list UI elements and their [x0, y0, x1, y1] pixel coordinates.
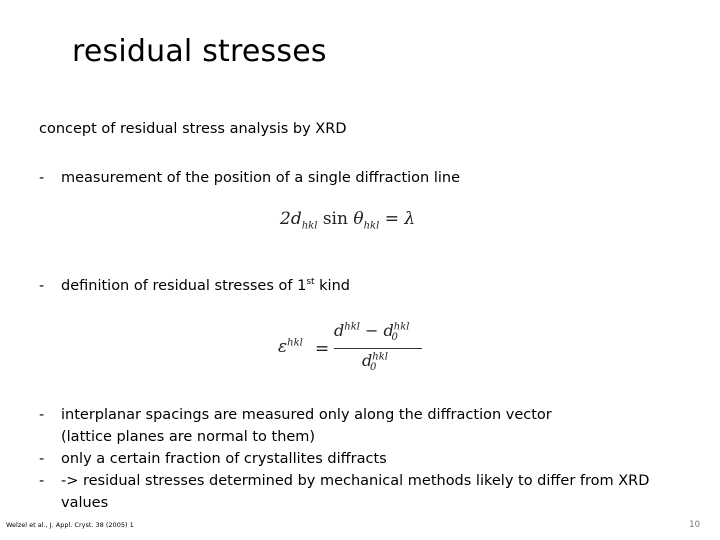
page-number: 10: [689, 520, 700, 530]
eq-sin: sin: [322, 209, 348, 229]
slide-title: residual stresses: [72, 34, 327, 69]
bullet-text: measurement of the position of a single diffraction line: [61, 170, 461, 186]
eq-epsilon: ε: [278, 337, 288, 357]
eq-strain-lhs: [278, 337, 303, 357]
eq-equals: =: [384, 209, 399, 229]
bullet-text: only a certain fraction of crystallites diffracts: [61, 451, 387, 467]
bullet-dash: -: [39, 278, 45, 294]
eq-hkl-subscript: hkl: [363, 220, 380, 232]
bullet-dash: -: [39, 407, 45, 423]
bullet-mechanical: [39, 470, 649, 514]
eq-d: d: [334, 321, 345, 340]
bullet-interplanar: [39, 404, 552, 448]
eq-minus: −: [365, 321, 379, 340]
bullet-text-continuation: (lattice planes are normal to them): [61, 429, 316, 445]
eq-denominator: [362, 351, 388, 374]
eq-equals: =: [315, 339, 330, 359]
eq-hkl-subscript: hkl: [301, 220, 318, 232]
eq-zero-subscript: 0: [391, 332, 398, 344]
bullet-dash: -: [39, 473, 45, 489]
eq-hkl-superscript: hkl: [344, 321, 360, 333]
eq-hkl-superscript: hkl: [372, 351, 388, 363]
strain-equation: [278, 321, 428, 377]
bullet-text: interplanar spacings are measured only along the diffraction vector: [61, 407, 552, 423]
bullet-text-part: definition of residual stresses of 1: [61, 278, 307, 294]
eq-hkl-superscript: hkl: [393, 321, 410, 333]
eq-hkl-superscript: hkl: [287, 337, 303, 349]
slide-subtitle: concept of residual stress analysis by XRD: [39, 121, 347, 137]
bullet-text: [61, 275, 350, 297]
bullet-definition: [39, 275, 350, 297]
eq-coefficient: 2: [280, 209, 291, 229]
ordinal-superscript: st: [306, 277, 315, 288]
eq-d: d: [362, 351, 373, 370]
bullet-dash: -: [39, 170, 45, 186]
bullet-text: -> residual stresses determined by mechanical methods likely to differ from XRD: [61, 473, 650, 489]
eq-theta: θ: [353, 209, 364, 229]
eq-zero-subscript: 0: [369, 362, 377, 374]
bullet-dash: -: [39, 451, 45, 467]
bragg-equation: [280, 209, 415, 231]
eq-numerator: [334, 321, 410, 344]
bullet-measurement: [39, 167, 460, 189]
bullet-fraction: [39, 448, 387, 470]
eq-lambda: λ: [404, 209, 416, 229]
bullet-text-continuation: values: [61, 495, 109, 511]
eq-d: d: [290, 209, 302, 229]
footer-reference: Welzel et al., J. Appl. Cryst. 38 (2005) 1: [6, 521, 134, 529]
eq-fraction-bar: [334, 348, 422, 349]
bullet-text-part: kind: [314, 278, 350, 294]
eq-d: d: [383, 321, 394, 340]
